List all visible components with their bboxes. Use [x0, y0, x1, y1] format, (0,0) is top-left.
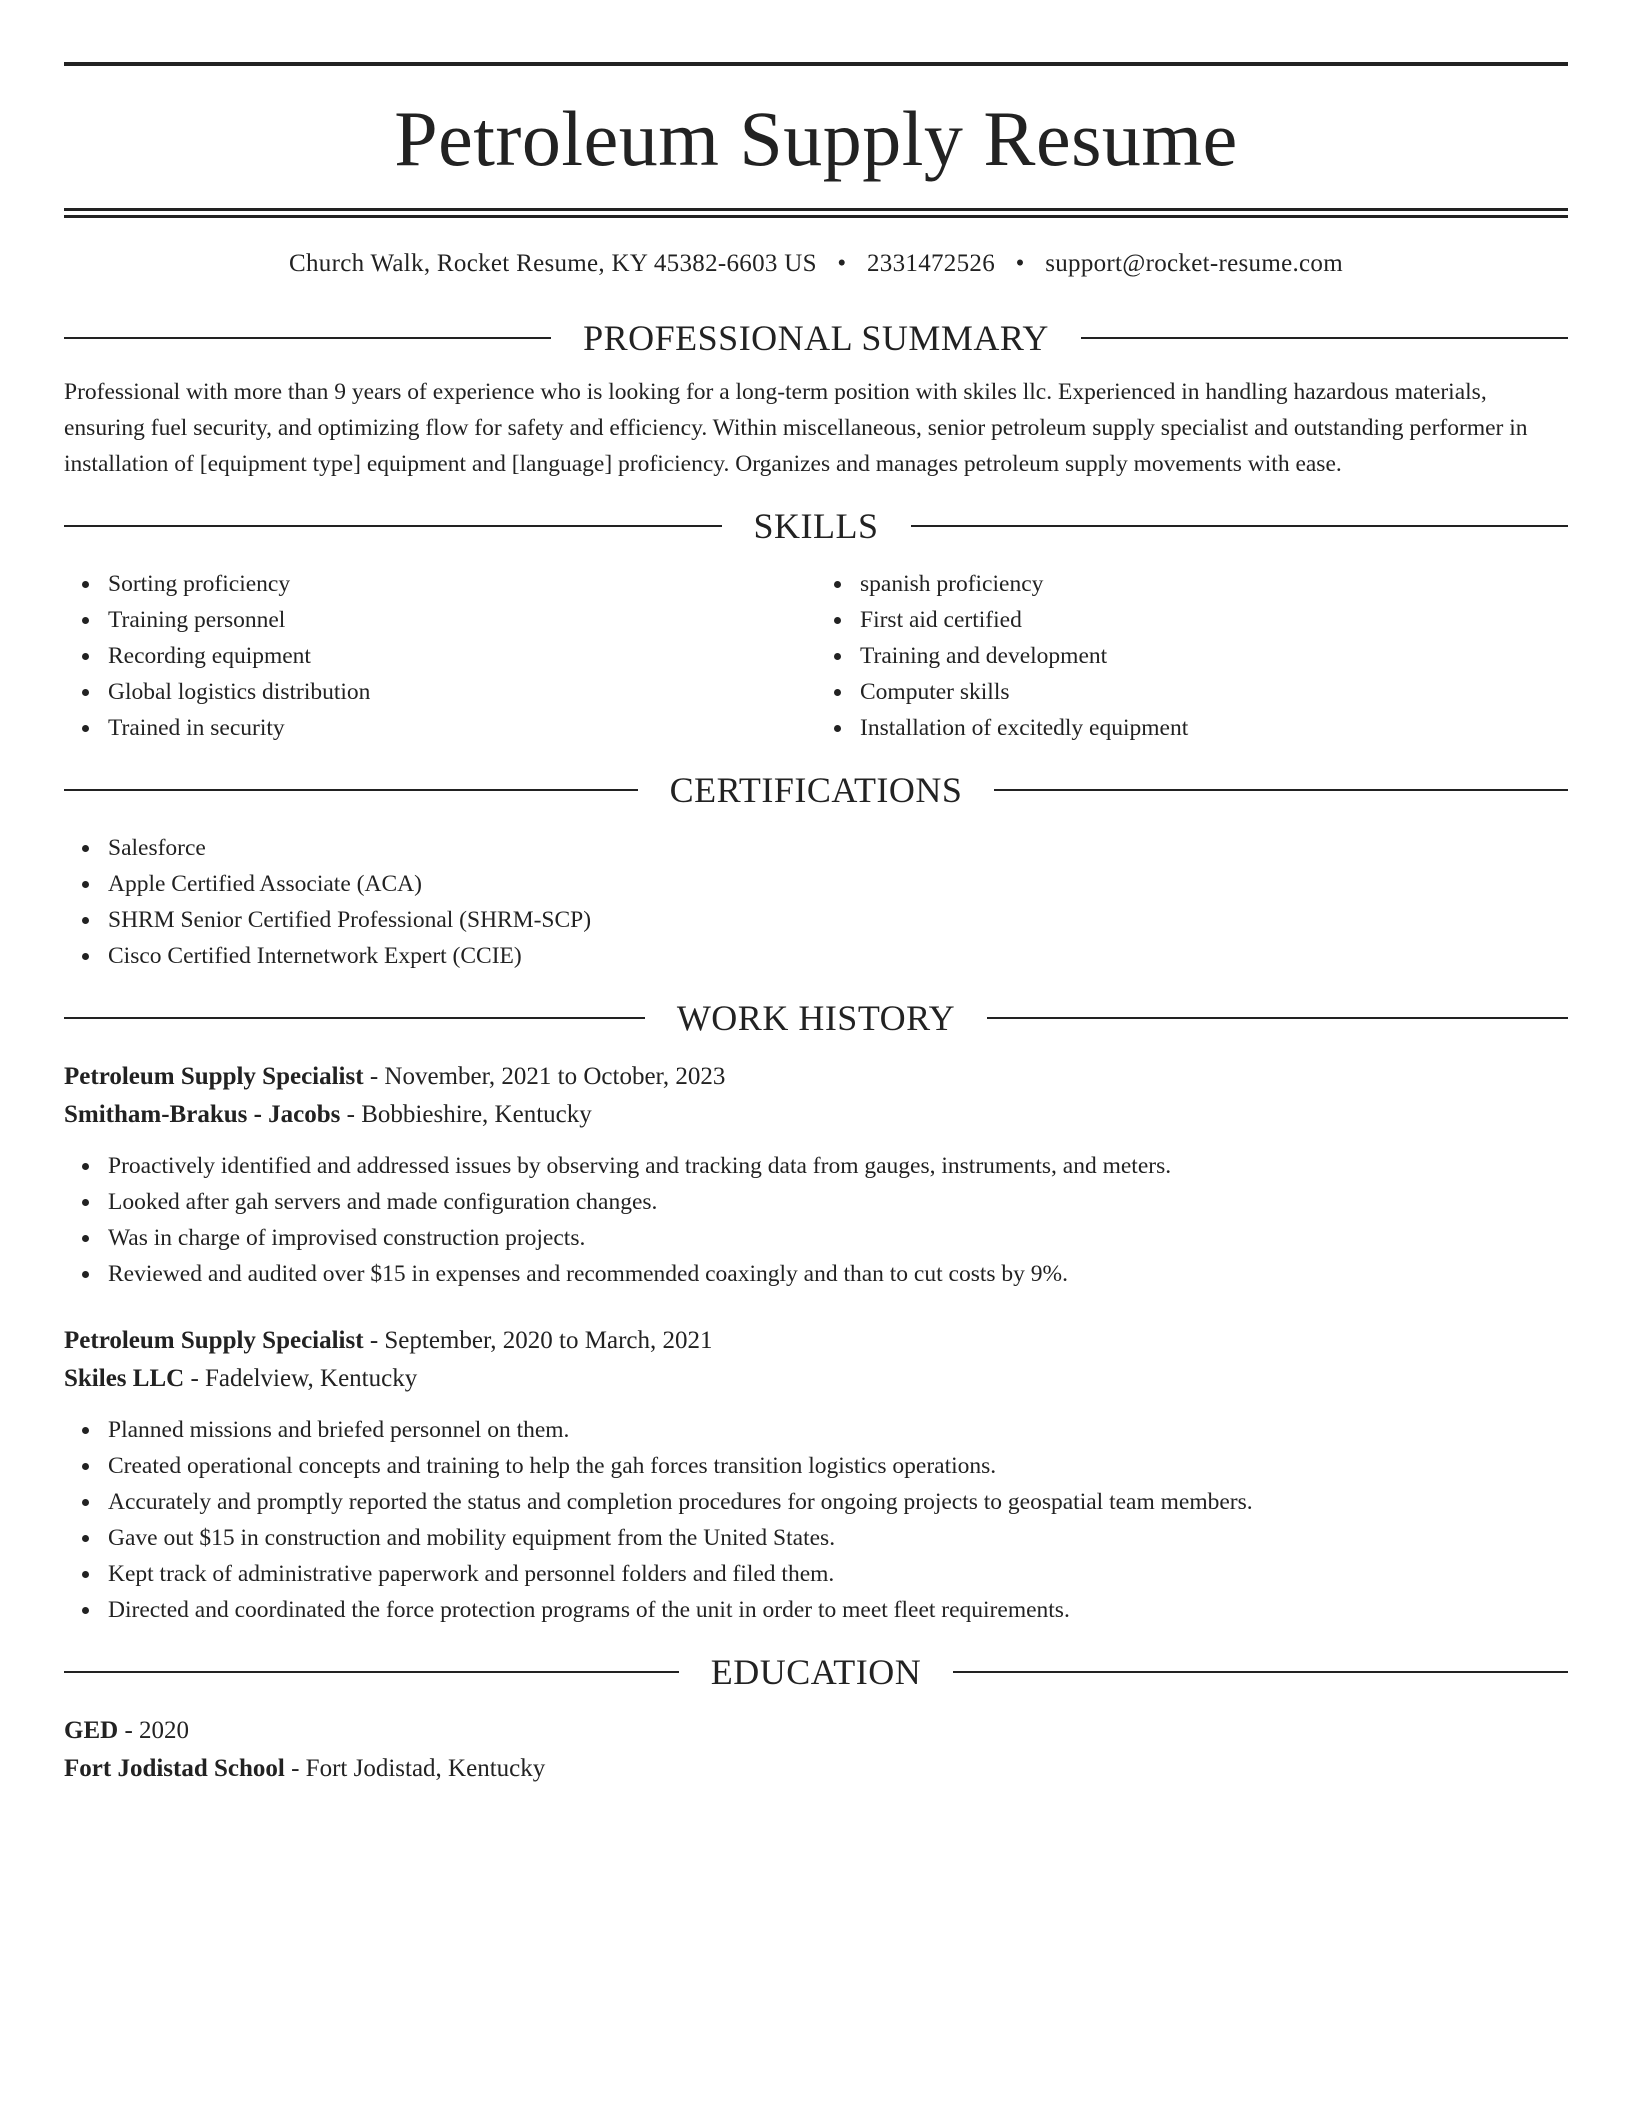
list-item: Salesforce	[108, 830, 1568, 866]
summary-heading: PROFESSIONAL SUMMARY	[583, 318, 1049, 358]
list-item: Trained in security	[108, 710, 816, 746]
divider	[64, 1017, 645, 1019]
list-item: Cisco Certified Internetwork Expert (CCIE)	[108, 938, 1568, 974]
education-degree-line	[64, 1712, 1568, 1750]
list-item: Proactively identified and addressed issues by observing and tracking data from gauges, instruments, and meters.	[108, 1148, 1568, 1184]
job-entry	[64, 1322, 1568, 1628]
job-title: Petroleum Supply Specialist	[64, 1063, 364, 1090]
job-entry	[64, 1058, 1568, 1292]
list-item: Was in charge of improvised construction projects.	[108, 1220, 1568, 1256]
list-item: Training personnel	[108, 602, 816, 638]
education-school-line	[64, 1750, 1568, 1788]
list-item: Directed and coordinated the force protection programs of the unit in order to meet fleet requirements.	[108, 1592, 1568, 1628]
education-location: - Fort Jodistad, Kentucky	[284, 1755, 546, 1782]
contact-phone: 2331472526	[867, 250, 995, 277]
contact-separator: •	[837, 250, 847, 277]
skills-columns	[64, 566, 1568, 746]
list-item: Planned missions and briefed personnel on them.	[108, 1412, 1568, 1448]
list-item: Accurately and promptly reported the status and completion procedures for ongoing projects to geospatial team members.	[108, 1484, 1568, 1520]
education-section-header	[64, 1654, 1568, 1690]
list-item: SHRM Senior Certified Professional (SHRM-SCP)	[108, 902, 1568, 938]
list-item: Looked after gah servers and made configuration changes.	[108, 1184, 1568, 1220]
list-item: Computer skills	[860, 674, 1568, 710]
divider	[994, 789, 1568, 791]
resume-page	[64, 62, 1568, 1788]
certifications-section-header	[64, 772, 1568, 808]
job-bullets	[64, 1148, 1568, 1292]
summary-text: Professional with more than 9 years of experience who is looking for a long-term position with skiles llc. Experienced in handling hazardous materials, ensuring fuel security, and optimizing flow for safety and efficiency. Within miscellaneous, senior petroleum supply specialist and outstanding performer in installation of [equipment type] equipment and [language] proficiency. Organizes and manages petroleum supply movements with ease.	[64, 379, 1528, 477]
certifications-heading: CERTIFICATIONS	[669, 770, 963, 810]
divider	[64, 337, 551, 339]
list-item: First aid certified	[860, 602, 1568, 638]
education-year: - 2020	[118, 1717, 190, 1744]
skills-heading: SKILLS	[753, 506, 879, 546]
list-item: spanish proficiency	[860, 566, 1568, 602]
divider	[64, 789, 638, 791]
job-title: Petroleum Supply Specialist	[64, 1327, 364, 1354]
job-dates: - November, 2021 to October, 2023	[363, 1063, 726, 1090]
education-entry	[64, 1712, 1568, 1788]
skills-list-left	[64, 566, 816, 746]
list-item: Recording equipment	[108, 638, 816, 674]
certifications-list	[64, 830, 1568, 974]
job-company: Smitham-Brakus - Jacobs	[64, 1101, 341, 1128]
list-item: Installation of excitedly equipment	[860, 710, 1568, 746]
contact-separator: •	[1015, 250, 1025, 277]
contact-address: Church Walk, Rocket Resume, KY 45382-6603 US	[289, 250, 817, 277]
divider	[64, 525, 722, 527]
divider	[987, 1017, 1568, 1019]
skills-section-header	[64, 508, 1568, 544]
job-company: Skiles LLC	[64, 1365, 185, 1392]
list-item: Training and development	[860, 638, 1568, 674]
work-section-header	[64, 1000, 1568, 1036]
title-double-rule	[64, 208, 1568, 218]
education-school: Fort Jodistad School	[64, 1755, 285, 1782]
job-dates: - September, 2020 to March, 2021	[363, 1327, 713, 1354]
top-rule	[64, 62, 1568, 66]
summary-section-header	[64, 320, 1568, 356]
job-company-line	[64, 1360, 1568, 1398]
list-item: Reviewed and audited over $15 in expenses and recommended coaxingly and than to cut costs by 9%.	[108, 1256, 1568, 1292]
list-item: Created operational concepts and training to help the gah forces transition logistics operations.	[108, 1448, 1568, 1484]
divider	[953, 1671, 1568, 1673]
job-location: - Fadelview, Kentucky	[184, 1365, 418, 1392]
job-company-line	[64, 1096, 1568, 1134]
education-degree: GED	[64, 1717, 119, 1744]
contact-email: support@rocket-resume.com	[1045, 250, 1343, 277]
contact-line	[64, 250, 1568, 278]
divider	[911, 525, 1569, 527]
list-item: Sorting proficiency	[108, 566, 816, 602]
page-title: Petroleum Supply Resume	[394, 95, 1238, 182]
job-title-line	[64, 1322, 1568, 1360]
list-item: Gave out $15 in construction and mobility equipment from the United States.	[108, 1520, 1568, 1556]
list-item: Kept track of administrative paperwork and personnel folders and filed them.	[108, 1556, 1568, 1592]
education-heading: EDUCATION	[710, 1652, 922, 1692]
work-heading: WORK HISTORY	[676, 998, 956, 1038]
list-item: Global logistics distribution	[108, 674, 816, 710]
job-bullets	[64, 1412, 1568, 1628]
divider	[64, 1671, 679, 1673]
job-title-line	[64, 1058, 1568, 1096]
skills-list-right	[816, 566, 1568, 746]
divider	[1081, 337, 1568, 339]
job-location: - Bobbieshire, Kentucky	[340, 1101, 592, 1128]
list-item: Apple Certified Associate (ACA)	[108, 866, 1568, 902]
